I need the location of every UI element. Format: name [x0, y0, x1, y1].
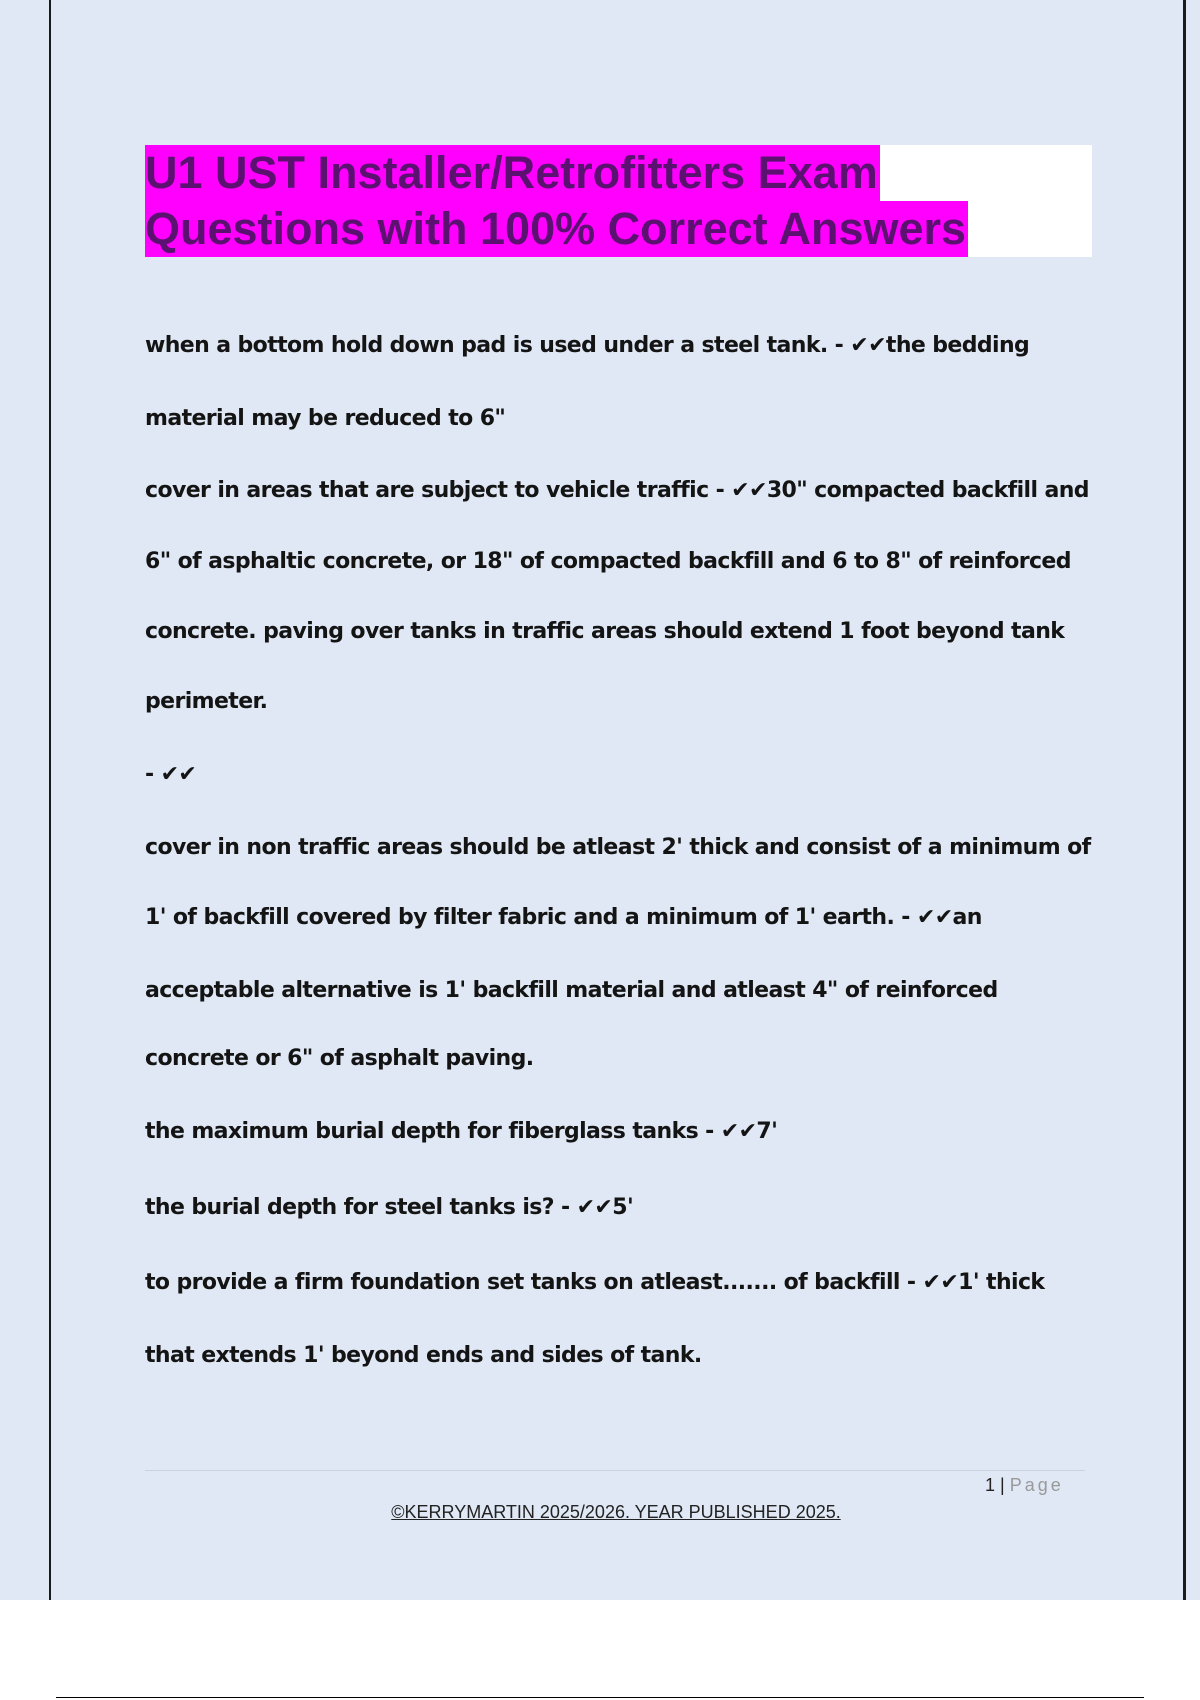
copyright-notice: ©KERRYMARTIN 2025/2026. YEAR PUBLISHED 2025. — [391, 1502, 841, 1522]
text-line: acceptable alternative is 1' backfill material and atleast 4" of reinforced — [145, 978, 998, 1003]
text-line: cover in areas that are subject to vehicle traffic - ✔✔30" compacted backfill and — [145, 478, 1089, 503]
page-border-right — [1183, 0, 1186, 1600]
text-line: perimeter. — [145, 689, 268, 714]
page-number-separator: | — [1000, 1475, 1005, 1495]
page-number-value: 1 — [985, 1475, 996, 1495]
text-line: 6" of asphaltic concrete, or 18" of compacted backfill and 6 to 8" of reinforced — [145, 549, 1071, 574]
title-line-1: U1 UST Installer/Retrofitters Exam — [145, 145, 880, 201]
text-line: concrete. paving over tanks in traffic areas should extend 1 foot beyond tank — [145, 619, 1065, 644]
title-line-2: Questions with 100% Correct Answers — [145, 201, 968, 257]
text-line: the burial depth for steel tanks is? - ✔✔5' — [145, 1195, 634, 1220]
page-label: Page — [1009, 1475, 1064, 1495]
document-title — [145, 145, 1092, 257]
text-line: concrete or 6" of asphalt paving. — [145, 1046, 534, 1071]
text-line: when a bottom hold down pad is used under a steel tank. - ✔✔the bedding — [145, 333, 1030, 358]
text-line: - ✔✔ — [145, 762, 197, 787]
page-number — [985, 1475, 1064, 1496]
text-line: material may be reduced to 6" — [145, 406, 506, 431]
footer-divider — [145, 1470, 1085, 1471]
bottom-rule — [56, 1697, 1144, 1698]
text-line: cover in non traffic areas should be atleast 2' thick and consist of a minimum of — [145, 835, 1091, 860]
text-line: that extends 1' beyond ends and sides of tank. — [145, 1343, 702, 1368]
text-line: 1' of backfill covered by filter fabric and a minimum of 1' earth. - ✔✔an — [145, 905, 982, 930]
text-line: the maximum burial depth for fiberglass tanks - ✔✔7' — [145, 1119, 778, 1144]
page-border-left — [49, 0, 51, 1600]
text-line: to provide a firm foundation set tanks on atleast....... of backfill - ✔✔1' thick — [145, 1270, 1045, 1295]
